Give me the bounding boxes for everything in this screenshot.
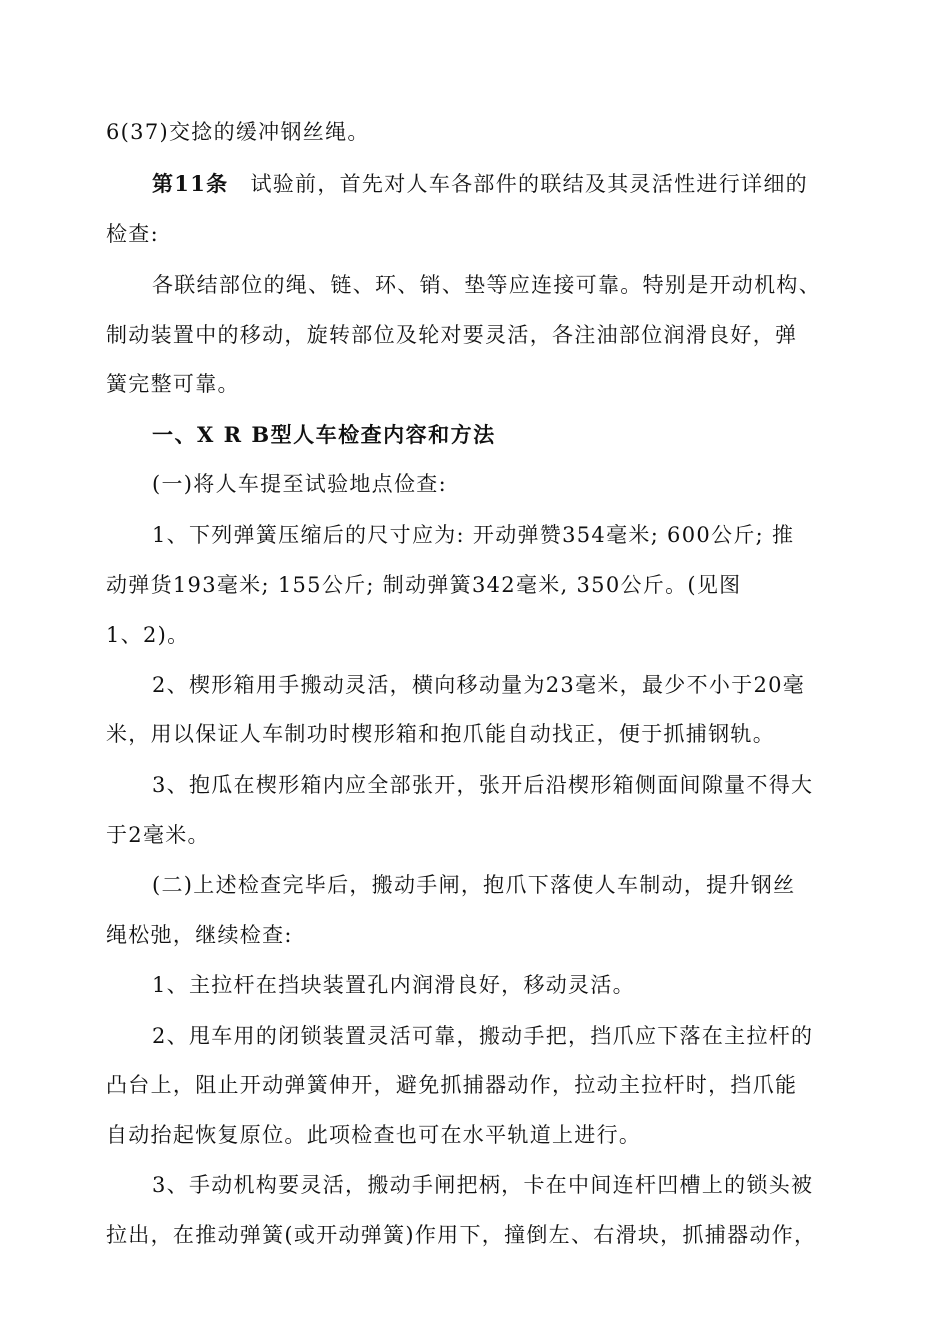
text-line: 2、甩车用的闭锁装置灵活可靠，搬动手把，挡爪应下落在主拉杆的: [152, 1024, 814, 1048]
article-line: [152, 169, 808, 199]
text-line: 3、手动机构要灵活，搬动手闸把柄，卡在中间连杆凹槽上的锁头被: [152, 1173, 814, 1197]
text-line: 1、2)。: [106, 623, 190, 647]
article-label: 第11条: [152, 171, 229, 196]
text-line: 绳松弛，继续检查:: [106, 923, 293, 947]
text-line: 动弹货193毫米; 155公斤; 制动弹簧342毫米, 350公斤。(见图: [106, 573, 742, 597]
text-line: 于2毫米。: [106, 823, 210, 847]
text-line: 米，用以保证人车制功时楔形箱和抱爪能自动找正，便于抓捕钢轨。: [106, 722, 775, 746]
text-line: 2、楔形箱用手搬动灵活，横向移动量为23毫米，最少不小于20毫: [152, 673, 806, 697]
text-line: (二)上述检查完毕后，搬动手闸，抱爪下落使人车制动，提升钢丝: [152, 873, 796, 897]
section-heading: 一、X R B型人车检查内容和方法: [152, 422, 496, 447]
text-line: (一)将人车提至试验地点俭查:: [152, 472, 447, 496]
text-line: 制动装置中的移动，旋转部位及轮对要灵活，各注油部位润滑良好，弹: [106, 323, 798, 347]
text-line: 3、抱瓜在楔形箱内应全部张开，张开后沿楔形箱侧面间隙量不得大: [152, 773, 814, 797]
text-line: 6(37)交捻的缓冲钢丝绳。: [106, 120, 370, 144]
text-line: 簧完整可靠。: [106, 372, 240, 396]
text-line: 1、主拉杆在挡块装置孔内润滑良好，移动灵活。: [152, 973, 635, 997]
text-line: 自动抬起恢复原位。此项检查也可在水平轨道上进行。: [106, 1123, 642, 1147]
text-line: 各联结部位的绳、链、环、销、垫等应连接可靠。特别是开动机构、: [152, 273, 821, 297]
text-line: 凸台上，阻止开动弹簧伸开，避免抓捕器动作，拉动主拉杆时，挡爪能: [106, 1073, 798, 1097]
text-line: 拉出，在推动弹簧(或开动弹簧)作用下，撞倒左、右滑块，抓捕器动作，: [106, 1223, 817, 1247]
text-line: 检查:: [106, 222, 159, 246]
text-line: 试验前，首先对人车各部件的联结及其灵活性进行详细的: [250, 172, 808, 196]
text-line: 1、下列弹簧压缩后的尺寸应为: 开动弹赞354毫米; 600公斤; 推: [152, 523, 795, 547]
